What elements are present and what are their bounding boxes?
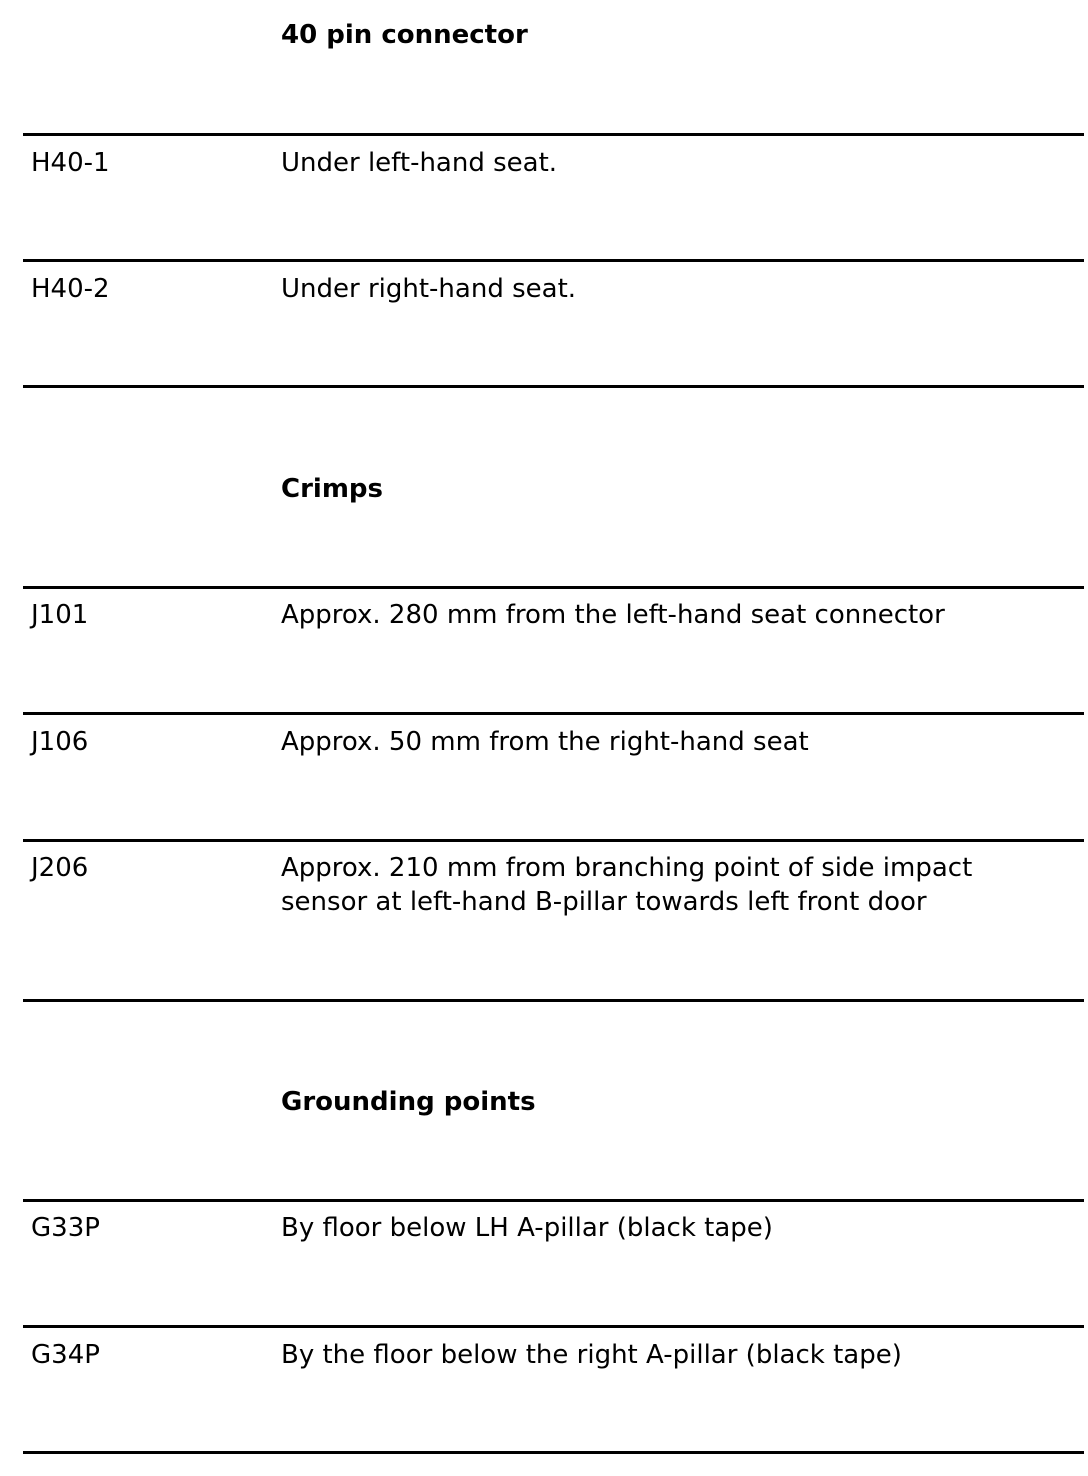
table-rule (23, 1325, 1084, 1328)
table-rule (23, 839, 1084, 842)
table-rule (23, 259, 1084, 262)
row-code-g33p: G33P (31, 1213, 100, 1243)
table-rule (23, 385, 1084, 388)
row-code-j106: J106 (31, 727, 89, 757)
section-heading-grounding-points: Grounding points (281, 1087, 536, 1117)
row-code-j101: J101 (31, 600, 89, 630)
table-rule (23, 1199, 1084, 1202)
row-description-h40-1: Under left-hand seat. (281, 148, 558, 178)
row-description-g33p: By floor below LH A-pillar (black tape) (281, 1213, 773, 1243)
row-code-j206: J206 (31, 853, 89, 883)
table-rule (23, 712, 1084, 715)
row-description-h40-2: Under right-hand seat. (281, 274, 577, 304)
section-heading-crimps: Crimps (281, 474, 383, 504)
row-code-h40-2: H40-2 (31, 274, 110, 304)
row-description-j206-line-2: sensor at left-hand B-pillar towards left front door (281, 887, 927, 917)
row-description-g34p: By the floor below the right A-pillar (black tape) (281, 1340, 902, 1370)
row-description-j206-line-1: Approx. 210 mm from branching point of side impact (281, 853, 973, 883)
table-rule (23, 1451, 1084, 1454)
row-code-h40-1: H40-1 (31, 148, 110, 178)
section-heading-40-pin-connector: 40 pin connector (281, 20, 528, 50)
table-rule (23, 999, 1084, 1002)
table-rule (23, 586, 1084, 589)
row-code-g34p: G34P (31, 1340, 100, 1370)
row-description-j101: Approx. 280 mm from the left-hand seat connector (281, 600, 945, 630)
table-rule (23, 133, 1084, 136)
row-description-j106: Approx. 50 mm from the right-hand seat (281, 727, 809, 757)
